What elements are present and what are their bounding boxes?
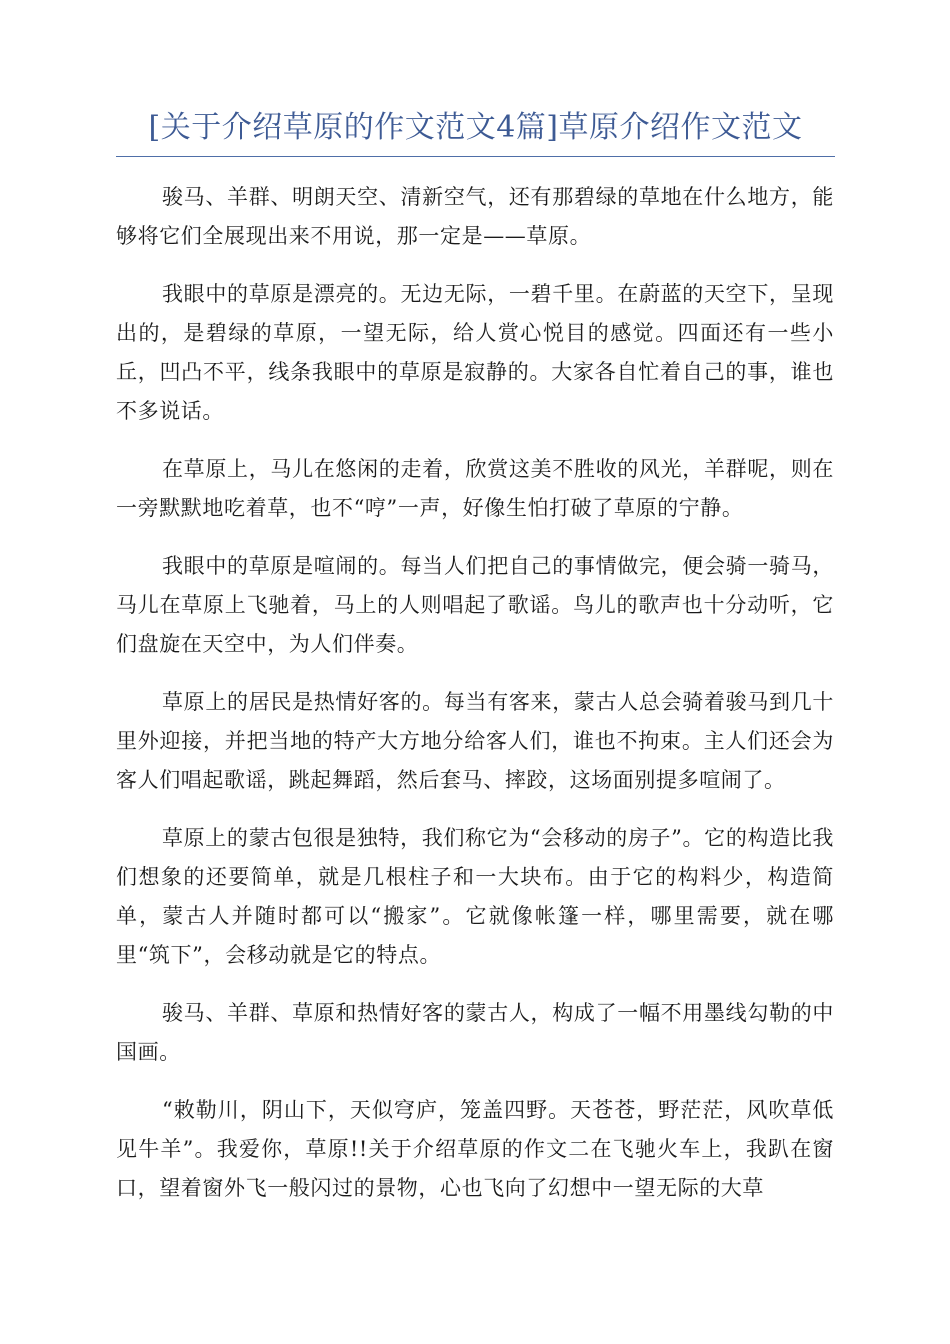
document-title: [关于介绍草原的作文范文4篇]草原介绍作文范文 [148,110,803,145]
paragraph-1: 骏马、羊群、明朗天空、清新空气，还有那碧绿的草地在什么地方，能够将它们全展现出来不用说，那一定是——草原。 [116,185,834,248]
paragraph-2: 我眼中的草原是漂亮的。无边无际，一碧千里。在蔚蓝的天空下，呈现出的，是碧绿的草原，一望无际，给人赏心悦目的感觉。四面还有一些小丘，凹凸不平，线条我眼中的草原是寂静的。大家各自忙着自己的事，谁也不多说话。 [116,282,834,423]
paragraph-3: 在草原上，马儿在悠闲的走着，欣赏这美不胜收的风光，羊群呢，则在一旁默默地吃着草，也不“哼”一声，好像生怕打破了草原的宁静。 [116,457,834,520]
paragraph-4: 我眼中的草原是喧闹的。每当人们把自己的事情做完，便会骑一骑马，马儿在草原上飞驰着，马上的人则唱起了歌谣。鸟儿的歌声也十分动听，它们盘旋在天空中，为人们伴奏。 [116,554,834,656]
paragraph-7: 骏马、羊群、草原和热情好客的蒙古人，构成了一幅不用墨线勾勒的中国画。 [116,1001,834,1064]
document-body [116,178,834,1227]
title-block [116,106,835,157]
paragraph-5: 草原上的居民是热情好客的。每当有客来，蒙古人总会骑着骏马到几十里外迎接，并把当地的特产大方地分给客人们，谁也不拘束。主人们还会为客人们唱起歌谣，跳起舞蹈，然后套马、摔跤，这场面别提多喧闹了。 [116,690,834,792]
paragraph-6: 草原上的蒙古包很是独特，我们称它为“会移动的房子”。它的构造比我们想象的还要简单，就是几根柱子和一大块布。由于它的构料少，构造简单，蒙古人并随时都可以“搬家”。它就像帐篷一样，哪里需要，就在哪里“筑下”，会移动就是它的特点。 [116,826,834,967]
paragraph-8: “敕勒川，阴山下，天似穹庐，笼盖四野。天苍苍，野茫茫，风吹草低见牛羊”。我爱你，草原!!关于介绍草原的作文二在飞驰火车上，我趴在窗口，望着窗外飞一般闪过的景物，心也飞向了幻想中一望无际的大草 [116,1098,834,1200]
